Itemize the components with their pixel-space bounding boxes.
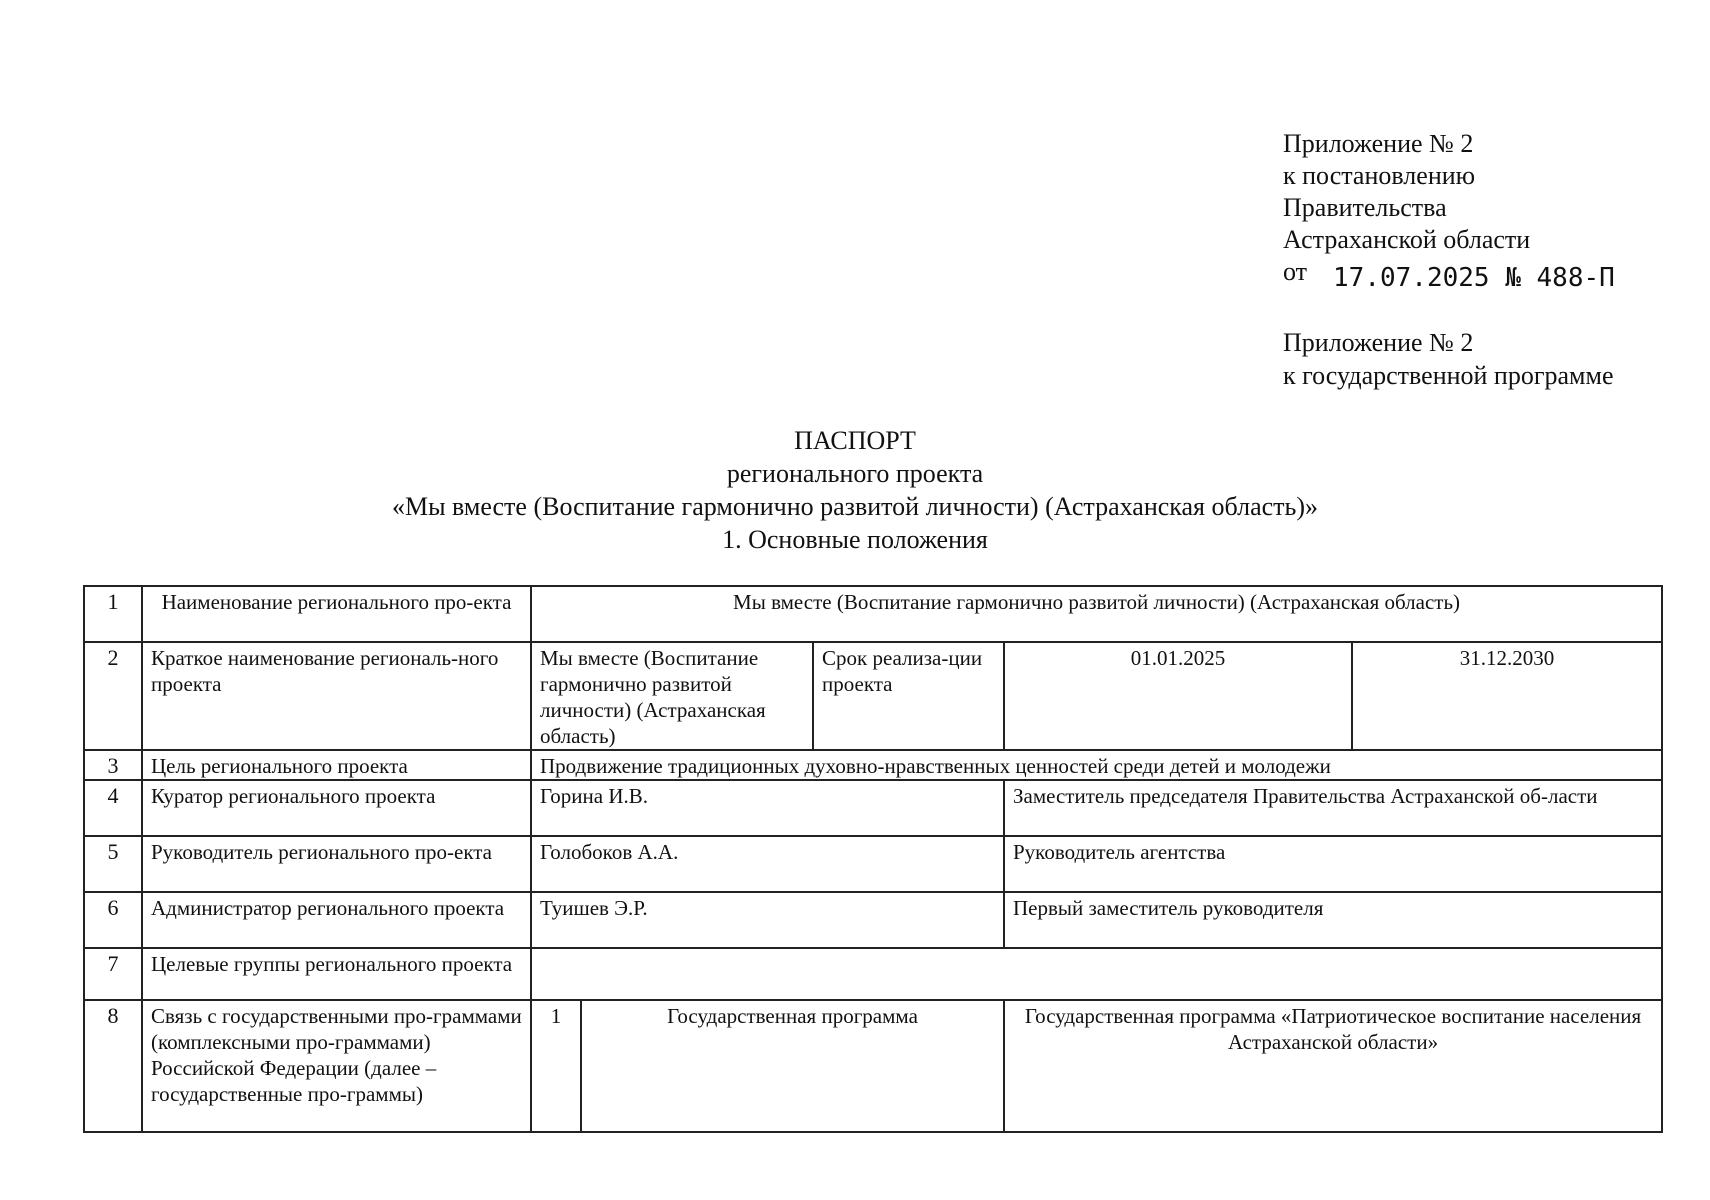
region-line: Астраханской области	[1283, 225, 1531, 254]
row-number: 8	[84, 1000, 142, 1132]
from-label: от	[1283, 257, 1308, 286]
head-position: Руководитель агентства	[1004, 836, 1662, 892]
row-number: 6	[84, 892, 142, 948]
admin-name: Туишев Э.Р.	[531, 892, 1004, 948]
table-row	[84, 642, 1662, 750]
order-line	[1283, 256, 1615, 293]
appendix-header	[1283, 128, 1615, 293]
table-row	[84, 750, 1662, 780]
program-name: Государственная программа «Патриотическое воспитание населения Астраханской области»	[1004, 1000, 1662, 1132]
document-title	[0, 424, 1710, 556]
row-label: Краткое наименование региональ-ного проекта	[142, 642, 531, 750]
program-appendix-line: Приложение № 2	[1283, 328, 1474, 357]
row-label: Администратор регионального проекта	[142, 892, 531, 948]
government-line: Правительства	[1283, 193, 1447, 222]
resolution-line: к постановлению	[1283, 161, 1476, 190]
program-appendix-header	[1283, 326, 1614, 392]
program-line: к государственной программе	[1283, 361, 1614, 390]
start-date: 01.01.2025	[1004, 642, 1352, 750]
row-label: Связь с государственными про-граммами (комплексными про-граммами) Российской Федерации (далее – государственные про-граммы)	[142, 1000, 531, 1132]
goal-value: Продвижение традиционных духовно-нравственных ценностей среди детей и молодежи	[531, 750, 1662, 780]
row-number: 5	[84, 836, 142, 892]
order-date-number: 17.07.2025 № 488-П	[1333, 263, 1615, 293]
curator-position: Заместитель председателя Правительства Астраханской об-ласти	[1004, 780, 1662, 836]
row-label: Целевые группы регионального проекта	[142, 948, 531, 1000]
title-subtitle: регионального проекта	[726, 459, 984, 488]
row-label: Цель регионального проекта	[142, 750, 531, 780]
term-label: Срок реализа-ции проекта	[813, 642, 1004, 750]
program-sub-number: 1	[531, 1000, 581, 1132]
row-number: 3	[84, 750, 142, 780]
target-groups-value	[531, 948, 1662, 1000]
table-row	[84, 836, 1662, 892]
title-passport: ПАСПОРТ	[794, 426, 916, 455]
curator-name: Горина И.В.	[531, 780, 1004, 836]
table-row	[84, 948, 1662, 1000]
table-row	[84, 586, 1662, 642]
row-number: 7	[84, 948, 142, 1000]
short-name-value: Мы вместе (Воспитание гармонично развитой личности) (Астраханская область)	[531, 642, 813, 750]
row-label: Наименование регионального про-екта	[142, 586, 531, 642]
table-row	[84, 780, 1662, 836]
appendix-line: Приложение № 2	[1283, 129, 1474, 158]
head-name: Голобоков А.А.	[531, 836, 1004, 892]
section-heading: 1. Основные положения	[722, 525, 988, 554]
end-date: 31.12.2030	[1352, 642, 1662, 750]
row-label: Куратор регионального проекта	[142, 780, 531, 836]
table-row	[84, 1000, 1662, 1132]
row-number: 2	[84, 642, 142, 750]
title-project-name: «Мы вместе (Воспитание гармонично развитой личности) (Астраханская область)»	[391, 492, 1319, 521]
table-row	[84, 892, 1662, 948]
row-number: 4	[84, 780, 142, 836]
passport-table	[83, 585, 1663, 1133]
row-label: Руководитель регионального про-екта	[142, 836, 531, 892]
program-type: Государственная программа	[581, 1000, 1004, 1132]
row-number: 1	[84, 586, 142, 642]
project-name-value: Мы вместе (Воспитание гармонично развитой личности) (Астраханская область)	[531, 586, 1662, 642]
admin-position: Первый заместитель руководителя	[1004, 892, 1662, 948]
